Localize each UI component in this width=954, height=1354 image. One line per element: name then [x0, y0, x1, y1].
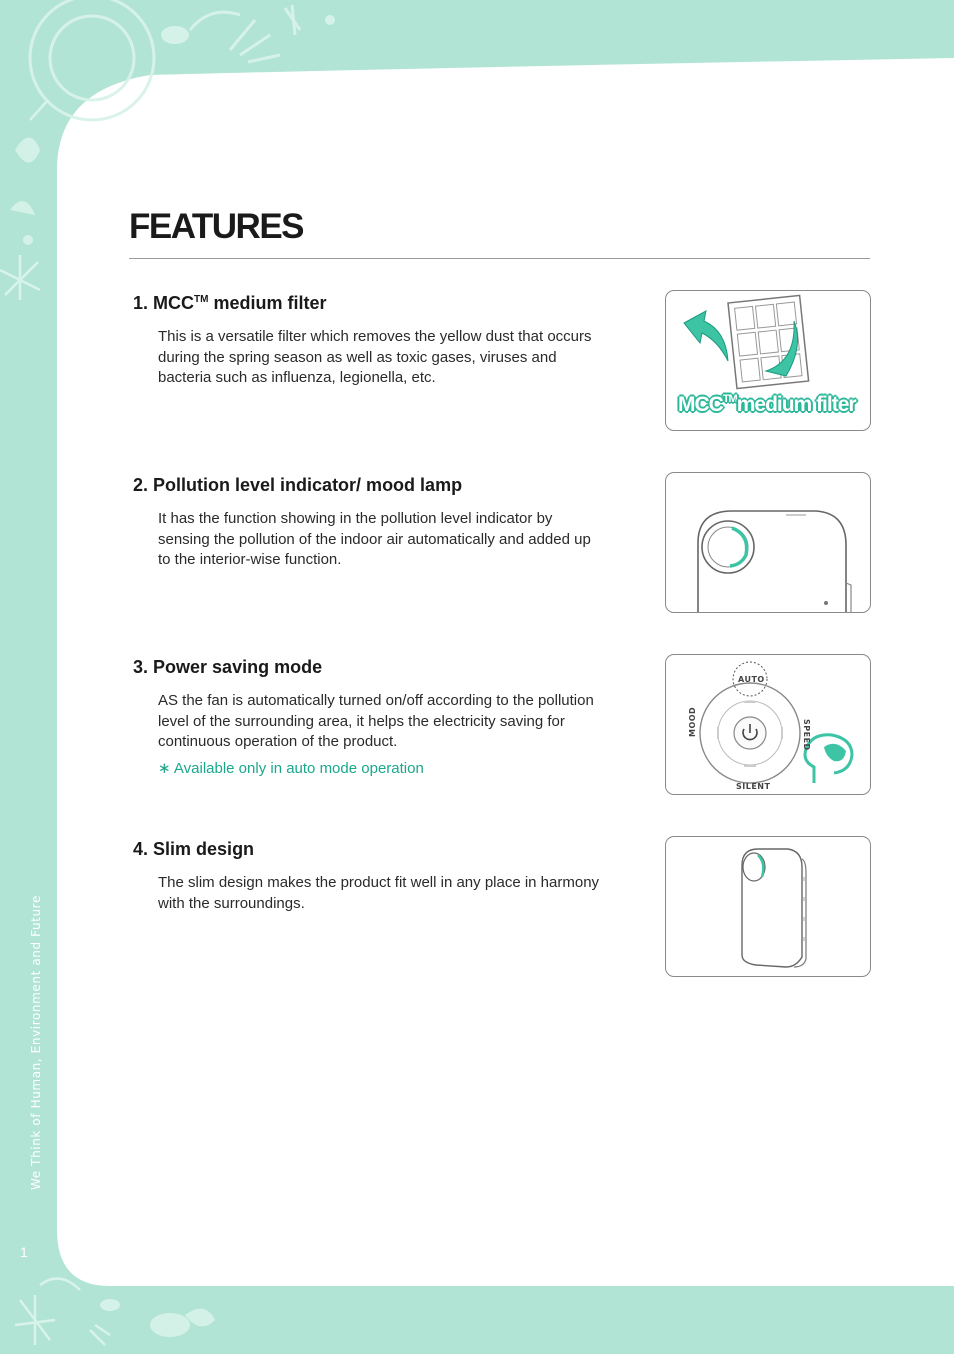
trademark-mark: TM [194, 294, 209, 305]
feature-description: AS the fan is automatically turned on/off according to the pollution level of the surrounding area, it helps the electricity saving for continuous operation of the product. [158, 692, 594, 751]
filter-image [665, 290, 871, 431]
page-title: FEATURES [129, 207, 304, 246]
feature-title-prefix: MCC [153, 293, 195, 313]
indicator-icon [666, 473, 870, 612]
feature-description: The slim design makes the product fit well in any place in harmony with the surroundings. [158, 874, 600, 912]
feature-number: 4. [133, 839, 149, 859]
filter-image-label: MCC™medium filter [678, 393, 856, 416]
page-number: 1 [20, 1244, 28, 1260]
feature-note: ∗ Available only in auto mode operation [158, 760, 424, 778]
slim-design-image [665, 836, 871, 977]
feature-pollution-indicator [133, 474, 613, 571]
title-divider [129, 258, 870, 259]
indicator-image [665, 472, 871, 613]
feature-title: Power saving mode [153, 657, 323, 677]
feature-heading [133, 656, 613, 678]
purifier-icon [666, 837, 870, 976]
feature-heading [133, 474, 613, 496]
auto-button-label: AUTO [738, 675, 765, 684]
feature-description: This is a versatile filter which removes the yellow dust that occurs during the spring season as well as toxic gases, viruses and bacteria such as influenza, legionella, etc. [158, 328, 592, 387]
feature-power-saving [133, 656, 613, 777]
side-slogan: We Think of Human, Environment and Future [29, 895, 43, 1190]
silent-button-label: SILENT [736, 782, 771, 791]
feature-number: 3. [133, 657, 149, 677]
feature-title-suffix: medium filter [213, 293, 327, 313]
feature-title: Slim design [153, 839, 255, 859]
mood-button-label: MOOD [688, 706, 697, 737]
feature-heading [133, 838, 613, 860]
feature-heading [133, 292, 613, 314]
control-panel-image [665, 654, 871, 795]
feature-number: 2. [133, 475, 149, 495]
feature-title: Pollution level indicator/ mood lamp [153, 475, 463, 495]
feature-slim-design [133, 838, 613, 914]
feature-number: 1. [133, 293, 149, 313]
feature-mcc-filter [133, 292, 613, 389]
feature-description: It has the function showing in the pollution level indicator by sensing the pollution of the indoor air automatically and added up to the interior-wise function. [158, 510, 591, 569]
speed-button-label: SPEED [802, 719, 811, 751]
